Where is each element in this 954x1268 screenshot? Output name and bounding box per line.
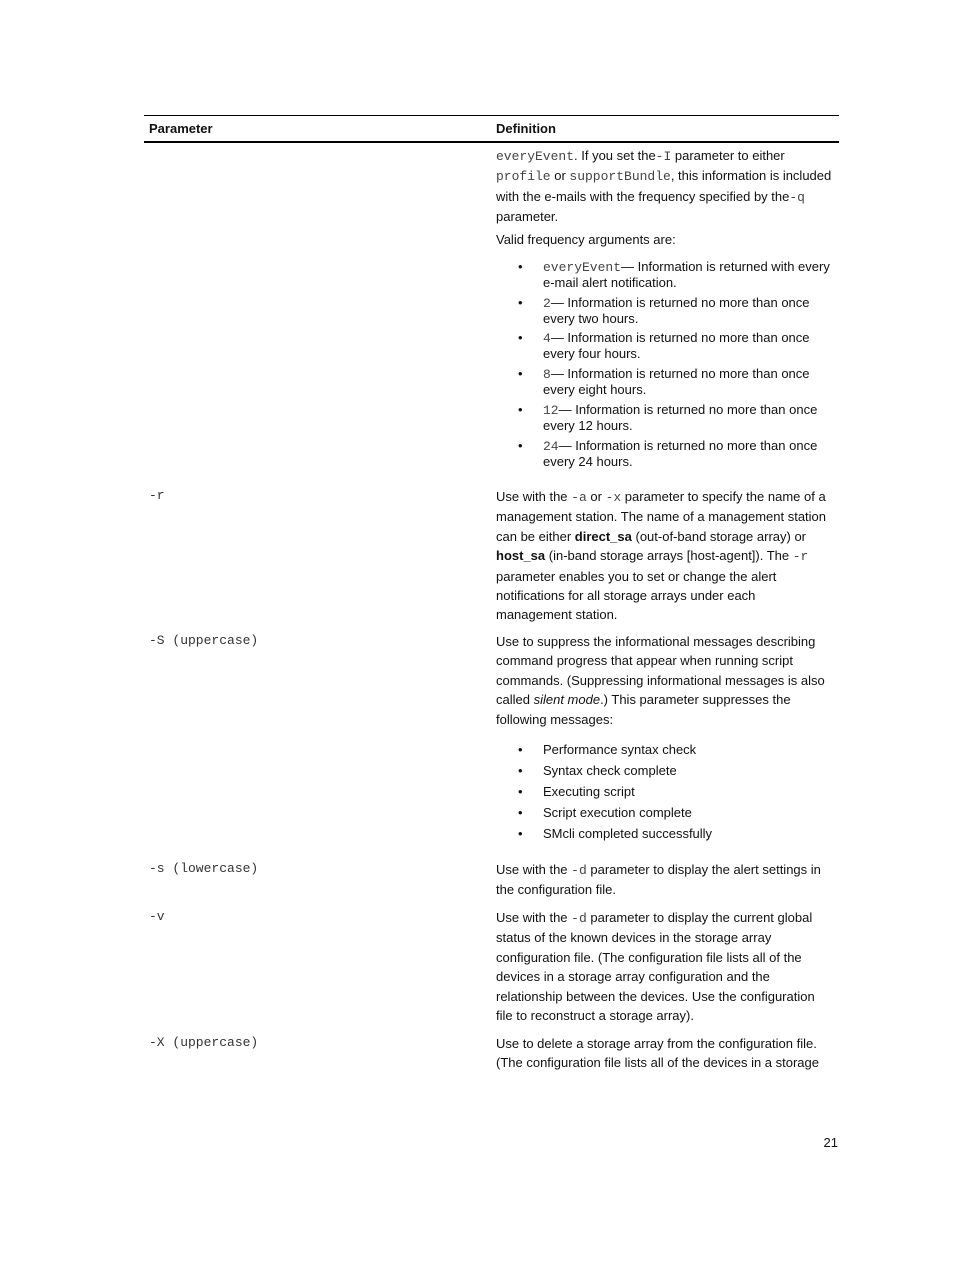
definition-s-lowercase: Use with the -d parameter to display the alert settings in the configuration file. [496, 862, 821, 898]
parameter-S-uppercase: -S (uppercase) [149, 633, 259, 648]
table-header [144, 115, 839, 143]
definition-r: Use with the -a or -x parameter to specify the name of a management station. The name of a management station can be either direct_sa (out-of-band storage array) or host_sa (in-band storage arrays [host-agent]). The -r parameter enables you to set or change the alert notifications for all storage arrays under each management station. [496, 489, 827, 623]
definition-v: Use with the -d parameter to display the current global status of the known devices in the storage array configuration file. (The configuration file lists all of the devices in a storage array configuration and the relationship between the devices. Use the configuration file to reconstruct a storage array). [496, 910, 815, 1024]
parameter-r: -r [149, 488, 165, 503]
definition-X-uppercase: Use to delete a storage array from the configuration file. (The configuration file lists all of the devices in a storage [496, 1036, 820, 1071]
document-page: Parameter Definition everyEvent. If you set the-I parameter to either profile or supportBundle, this information is included with the e-mails with the frequency specified by the-q parameter. Valid frequency arguments are: • everyEvent— Information is returned with every e-mail alert notification. • 2— Information is returned no more than once every two hours. • 4— Information is returned no more than once every four hours. • 8— Information is returned no more than once every eight hours. • 12— Information is returned no more than once every 12 hours. • 24— Information is returned no more than once every 24 hours. -r Use with the -a or -x parameter to specify the name of a management station. The name of a management station can be either direct_sa (out-of-band storage array) or host_sa (in-band storage arrays [host-agent]). The -r parameter enables you to set or change the alert notifications for all storage arrays under each management station. -S (uppercase) Use to suppress the informational messages describing command progress that appear when running script commands. (Suppressing informational messages is also called silent mode.) This parameter suppresses the following messages: • Performance syntax check • Syntax check complete • Executing script • Script execution complete • SMcli completed successfully -s (lowercase) Use with the -d parameter to display the alert settings in the configuration file. -v Use with the -d parameter to display the current global status of the known devices in the storage array configuration file. (The configuration file lists all of the devices in a storage array configuration and the relationship between the devices. Use the configuration file to reconstruct a storage array). -X (uppercase) Use to delete a storage array from the configuration file. (The configuration file lists all of the devices in a storage 21 [0, 0, 954, 1268]
header-definition: Definition [496, 121, 556, 136]
parameter-X-uppercase: -X (uppercase) [149, 1035, 259, 1050]
page-number: 21 [823, 1135, 838, 1150]
parameter-v: -v [149, 909, 165, 924]
definition-paragraph: everyEvent. If you set the-I parameter to either profile or supportBundle, this information is included with the e-mails with the frequency specified by the-q parameter. [496, 148, 832, 225]
definition-paragraph: Valid frequency arguments are: [496, 231, 676, 247]
definition-continuation [496, 146, 834, 249]
parameter-s-lowercase: -s (lowercase) [149, 861, 259, 876]
definition-S-uppercase: Use to suppress the informational messages describing command progress that appear when running script commands. (Suppressing informational messages is also called silent mode.) This parameter suppresses the following messages: [496, 634, 825, 727]
header-parameter: Parameter [149, 121, 213, 136]
